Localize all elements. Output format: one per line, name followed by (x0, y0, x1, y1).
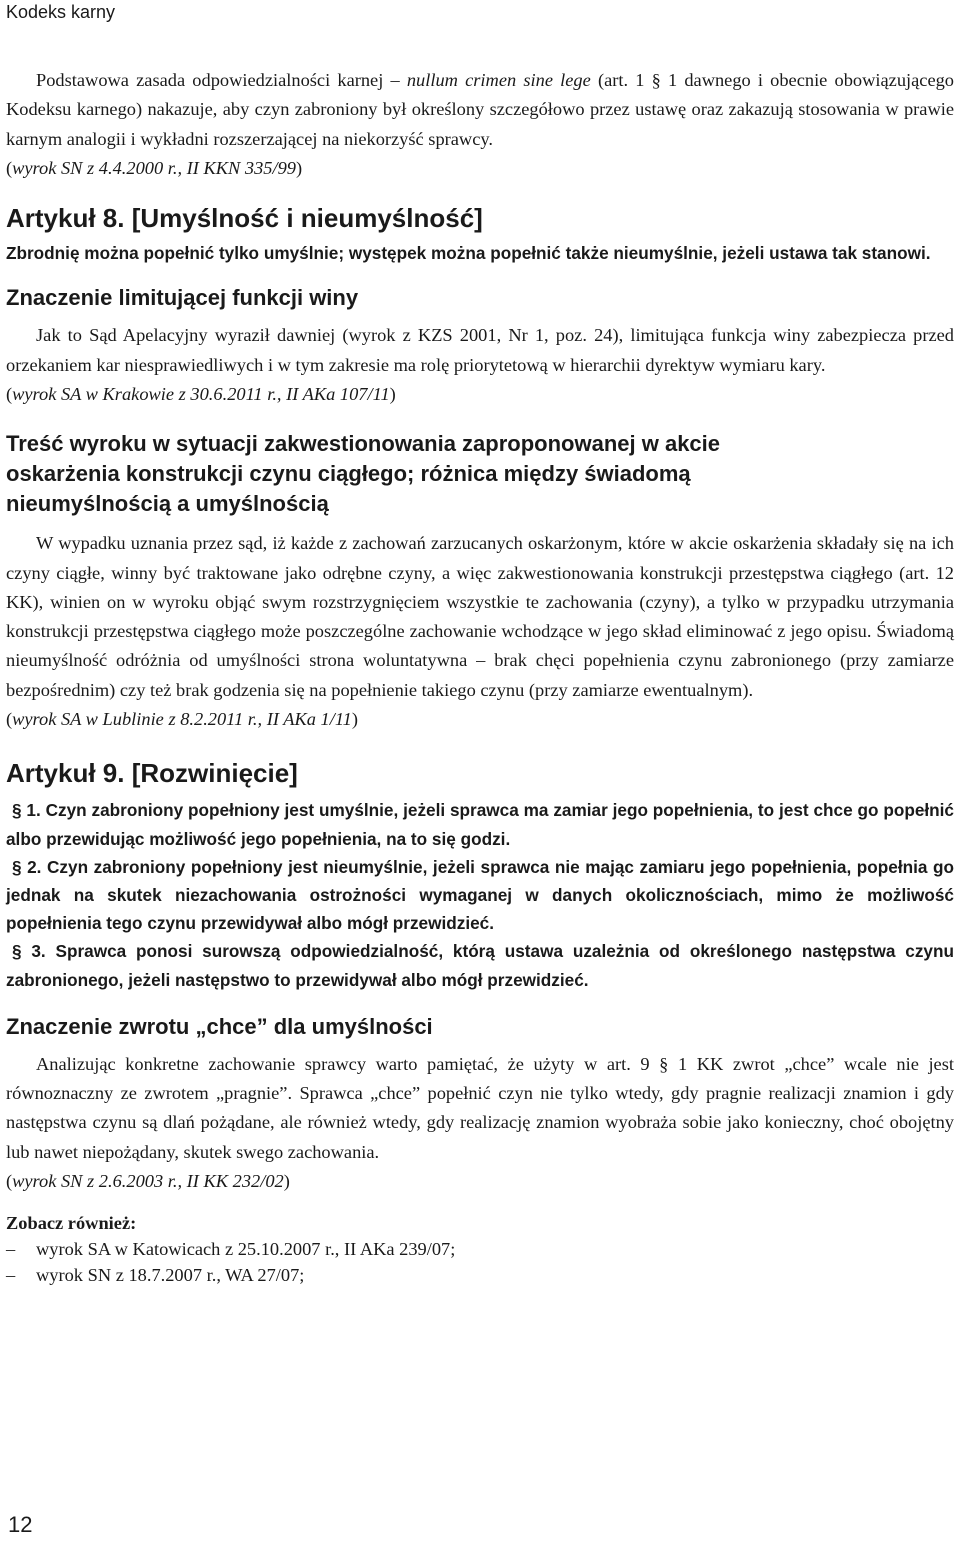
section-heading-limiting-function: Znaczenie limitującej funkcji winy (6, 285, 359, 311)
article-9-paragraph-2: § 2. Czyn zabroniony popełniony jest nieumyślnie, jeżeli sprawca nie mając zamiaru jego popełnienia, popełnia go jednak na skutek niezachowania ostrożności wymaganej w danych okolicznościach, mimo że możliwość popełnienia tego czynu przewidywał albo mógł przewidzieć. (6, 856, 954, 934)
running-title: Kodeks karny (6, 2, 116, 22)
section-text-continuous-act: W wypadku uznania przez sąd, iż każde z zachowań zarzucanych oskarżonym, które w akcie oskarżenia składały się na ich czyny ciągłe, winny być traktowane jako odrębne czyny, a więc zakwestionowania konstrukcji przestępstwa ciągłego (art. 12 KK), winien on w wyroku objąć swym rozstrzygnięciem wszystkie te zachowania (czyny), a tylko w przypadku utrzymania konstrukcji przestępstwa ciągłego może poszczególne zachowanie wchodzące w jego skład eliminować z jego opisu. Świadomą nieumyślność odróżnia od umyślności strona woluntatywna – brak chęci popełnienia czynu zabronionego (przy zamiarze bezpośrednim) czy też brak godzenia się na popełnienie takiego czynu (przy zamiarze ewentualnym). (6, 533, 954, 700)
section-citation-limiting-function: (wyrok SA w Krakowie z 30.6.2011 r., II AKa 107/11) (6, 383, 396, 404)
section-text-wants: Analizując konkretne zachowanie sprawcy warto pamiętać, że użyty w art. 9 § 1 KK zwrot „chce” wcale nie jest równoznaczny ze zwrotem „pragnie”. Sprawca „chce” popełnić czyn nie tylko wtedy, gdy pragnie realizacji znamion i gdy następstwa czynu są dlań pożądane, ale również wtedy, gdy realizację znamion wyobraża sobie jako konieczny, choć obojętny lub nawet niepożądany, skutek swego zachowania. (6, 1053, 954, 1162)
page-number: 12 (8, 1512, 33, 1537)
intro-text-before: Podstawowa zasada odpowiedzialności karnej – (36, 70, 407, 90)
see-also-item (6, 1236, 954, 1262)
see-also-heading: Zobacz również: (6, 1213, 137, 1234)
section-text-limiting-function: Jak to Sąd Apelacyjny wyraził dawniej (wyrok z KZS 2001, Nr 1, poz. 24), limitująca funkcja winy zabezpiecza przed orzekaniem kar niesprawiedliwych i w tym zakresie ma rolę priorytetową w hierarchii dyrektyw wymiaru kary. (6, 325, 954, 375)
intro-citation-text: wyrok SN z 4.4.2000 r., II KKN 335/99 (12, 157, 297, 178)
citation-text: wyrok SA w Krakowie z 30.6.2011 r., II AKa 107/11 (12, 383, 390, 404)
see-also-list (6, 1236, 954, 1288)
page-content (6, 66, 954, 1288)
article-9-heading: Artykuł 9. [Rozwinięcie] (6, 758, 298, 789)
see-also-item-text: wyrok SN z 18.7.2007 r., WA 27/07; (36, 1265, 305, 1286)
article-8-heading: Artykuł 8. [Umyślność i nieumyślność] (6, 203, 483, 234)
article-8-text: Zbrodnię można popełnić tylko umyślnie; występek można popełnić także nieumyślnie, jeżeli ustawa tak stanowi. (6, 243, 931, 264)
section-heading-continuous-act: Treść wyroku w sytuacji zakwestionowania zaproponowanej w akcie oskarżenia konstrukcji czynu ciągłego; różnica między świadomą nieumyślnością a umyślnością (6, 431, 721, 517)
section-heading-wants: Znaczenie zwrotu „chce” dla umyślności (6, 1013, 433, 1039)
section-citation-continuous-act: (wyrok SA w Lublinie z 8.2.2011 r., II AKa 1/11) (6, 709, 358, 730)
article-9-paragraph-1: § 1. Czyn zabroniony popełniony jest umyślnie, jeżeli sprawca ma zamiar jego popełnienia, to jest chce go popełnić albo przewidując możliwość jego popełnienia, na to się godzi. (6, 800, 954, 849)
intro-citation: (wyrok SN z 4.4.2000 r., II KKN 335/99) (6, 157, 303, 178)
intro-latin-maxim: nullum crimen sine lege (406, 70, 591, 90)
citation-text: wyrok SA w Lublinie z 8.2.2011 r., II AKa 1/11 (12, 709, 352, 730)
see-also-item-text: wyrok SA w Katowicach z 25.10.2007 r., II AKa 239/07; (36, 1239, 456, 1260)
see-also-item (6, 1262, 954, 1288)
list-dash: – (6, 1239, 16, 1260)
article-9-paragraph-3: § 3. Sprawca ponosi surowszą odpowiedzialność, którą ustawa uzależnia od określonego następstwa czynu zabronionego, jeżeli następstwo to przewidywał albo mógł przewidzieć. (6, 941, 954, 990)
intro-paragraph (6, 66, 954, 154)
section-citation-wants: (wyrok SN z 2.6.2003 r., II KK 232/02) (6, 1170, 290, 1191)
list-dash: – (6, 1265, 16, 1286)
citation-text: wyrok SN z 2.6.2003 r., II KK 232/02 (12, 1170, 284, 1191)
intro-text-after: (art. 1 § 1 dawnego i obecnie obowiązującego Kodeksu karnego) nakazuje, aby czyn zabroniony był określony szczegółowo przez ustawę oraz zakazują stosowania w prawie karnym analogii i wykładni rozszerzającej na niekorzyść sprawcy. (6, 70, 955, 149)
